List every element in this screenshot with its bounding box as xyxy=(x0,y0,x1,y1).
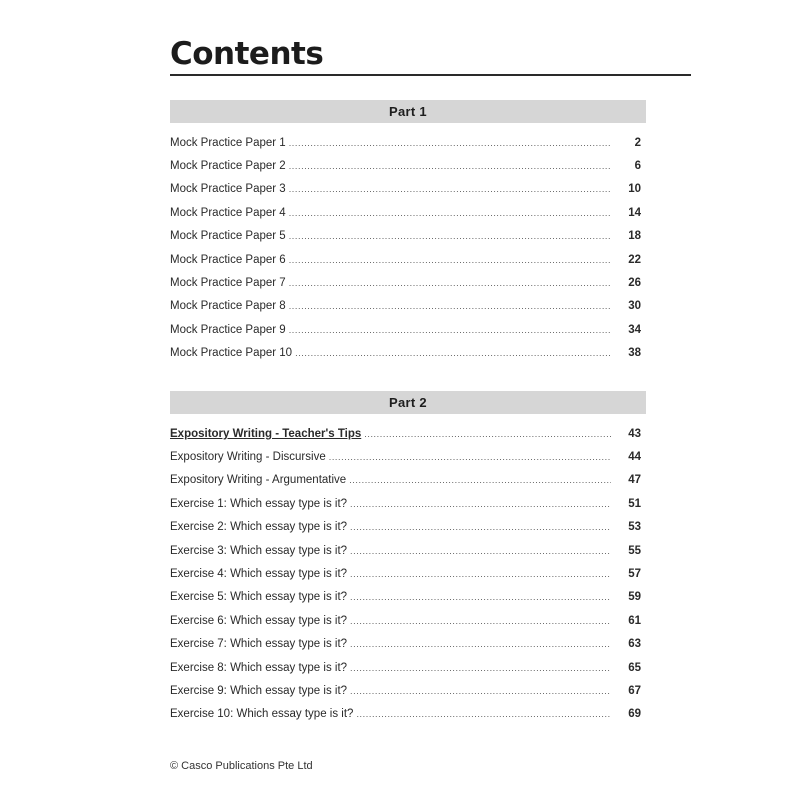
dot-leader xyxy=(350,522,611,532)
entry-page: 67 xyxy=(628,684,641,697)
dot-leader xyxy=(350,499,611,509)
toc-entry[interactable] xyxy=(170,562,641,585)
toc-entry[interactable] xyxy=(170,178,641,201)
dot-leader xyxy=(289,255,611,265)
entry-page: 6 xyxy=(634,160,641,173)
entry-label: Expository Writing - Teacher's Tips xyxy=(170,427,362,440)
entry-label: Mock Practice Paper 5 xyxy=(170,230,286,243)
entry-label: Mock Practice Paper 2 xyxy=(170,160,286,173)
entry-page: 10 xyxy=(628,183,641,196)
dot-leader xyxy=(349,475,611,485)
dot-leader xyxy=(289,138,611,148)
entry-label: Exercise 4: Which essay type is it? xyxy=(170,568,348,581)
part-1-entries xyxy=(170,131,641,365)
entry-page: 69 xyxy=(628,708,641,721)
part-1-header: Part 1 xyxy=(170,100,646,123)
entry-page: 43 xyxy=(628,427,641,440)
dot-leader xyxy=(289,325,611,335)
entry-label: Exercise 5: Which essay type is it? xyxy=(170,591,348,604)
entry-label: Exercise 9: Which essay type is it? xyxy=(170,684,348,697)
entry-page: 22 xyxy=(628,253,641,266)
toc-entry[interactable] xyxy=(170,703,641,726)
title-underline xyxy=(170,74,691,76)
entry-label: Mock Practice Paper 6 xyxy=(170,253,286,266)
copyright-footer: © Casco Publications Pte Ltd xyxy=(170,760,313,772)
toc-entry[interactable] xyxy=(170,422,641,445)
entry-label: Mock Practice Paper 7 xyxy=(170,277,286,290)
dot-leader xyxy=(350,546,611,556)
toc-entry[interactable] xyxy=(170,271,641,294)
entry-label: Mock Practice Paper 8 xyxy=(170,300,286,313)
entry-page: 51 xyxy=(628,497,641,510)
entry-label: Exercise 8: Which essay type is it? xyxy=(170,661,348,674)
toc-entry[interactable] xyxy=(170,201,641,224)
entry-label: Mock Practice Paper 1 xyxy=(170,136,286,149)
entry-label: Exercise 2: Which essay type is it? xyxy=(170,521,348,534)
toc-entry[interactable] xyxy=(170,539,641,562)
dot-leader xyxy=(289,301,611,311)
toc-entry[interactable] xyxy=(170,225,641,248)
dot-leader xyxy=(289,161,611,171)
entry-label: Exercise 10: Which essay type is it? xyxy=(170,708,354,721)
part-2-header: Part 2 xyxy=(170,391,646,414)
dot-leader xyxy=(289,278,611,288)
entry-label: Expository Writing - Discursive xyxy=(170,451,326,464)
entry-page: 2 xyxy=(634,136,641,149)
dot-leader xyxy=(289,231,611,241)
entry-page: 26 xyxy=(628,277,641,290)
toc-entry[interactable] xyxy=(170,154,641,177)
dot-leader xyxy=(350,616,611,626)
dot-leader xyxy=(350,639,611,649)
toc-entry[interactable] xyxy=(170,586,641,609)
entry-label: Expository Writing - Argumentative xyxy=(170,474,347,487)
entry-label: Mock Practice Paper 9 xyxy=(170,323,286,336)
entry-page: 38 xyxy=(628,347,641,360)
entry-page: 14 xyxy=(628,206,641,219)
entry-label: Exercise 6: Which essay type is it? xyxy=(170,614,348,627)
toc-entry[interactable] xyxy=(170,445,641,468)
entry-page: 61 xyxy=(628,614,641,627)
toc-entry[interactable] xyxy=(170,131,641,154)
dot-leader xyxy=(289,184,611,194)
entry-page: 18 xyxy=(628,230,641,243)
part-2-entries xyxy=(170,422,641,726)
dot-leader xyxy=(350,592,611,602)
entry-label: Mock Practice Paper 4 xyxy=(170,206,286,219)
dot-leader xyxy=(329,452,611,462)
entry-label: Exercise 1: Which essay type is it? xyxy=(170,497,348,510)
entry-page: 47 xyxy=(628,474,641,487)
entry-page: 44 xyxy=(628,451,641,464)
toc-entry[interactable] xyxy=(170,342,641,365)
entry-page: 34 xyxy=(628,323,641,336)
toc-entry[interactable] xyxy=(170,516,641,539)
toc-entry[interactable] xyxy=(170,679,641,702)
entry-label: Exercise 7: Which essay type is it? xyxy=(170,638,348,651)
entry-label: Mock Practice Paper 3 xyxy=(170,183,286,196)
entry-label: Mock Practice Paper 10 xyxy=(170,347,293,360)
page-title: Contents xyxy=(170,36,324,72)
toc-entry[interactable] xyxy=(170,633,641,656)
toc-entry[interactable] xyxy=(170,609,641,632)
entry-page: 65 xyxy=(628,661,641,674)
dot-leader xyxy=(364,429,611,439)
entry-page: 53 xyxy=(628,521,641,534)
entry-page: 55 xyxy=(628,544,641,557)
toc-entry[interactable] xyxy=(170,318,641,341)
toc-entry[interactable] xyxy=(170,469,641,492)
toc-entry[interactable] xyxy=(170,295,641,318)
entry-page: 30 xyxy=(628,300,641,313)
dot-leader xyxy=(356,709,611,719)
dot-leader xyxy=(295,348,611,358)
toc-entry[interactable] xyxy=(170,492,641,515)
dot-leader xyxy=(350,569,611,579)
dot-leader xyxy=(350,663,611,673)
dot-leader xyxy=(350,686,611,696)
dot-leader xyxy=(289,208,611,218)
entry-page: 59 xyxy=(628,591,641,604)
toc-entry[interactable] xyxy=(170,656,641,679)
toc-entry[interactable] xyxy=(170,248,641,271)
entry-page: 57 xyxy=(628,568,641,581)
entry-label: Exercise 3: Which essay type is it? xyxy=(170,544,348,557)
entry-page: 63 xyxy=(628,638,641,651)
